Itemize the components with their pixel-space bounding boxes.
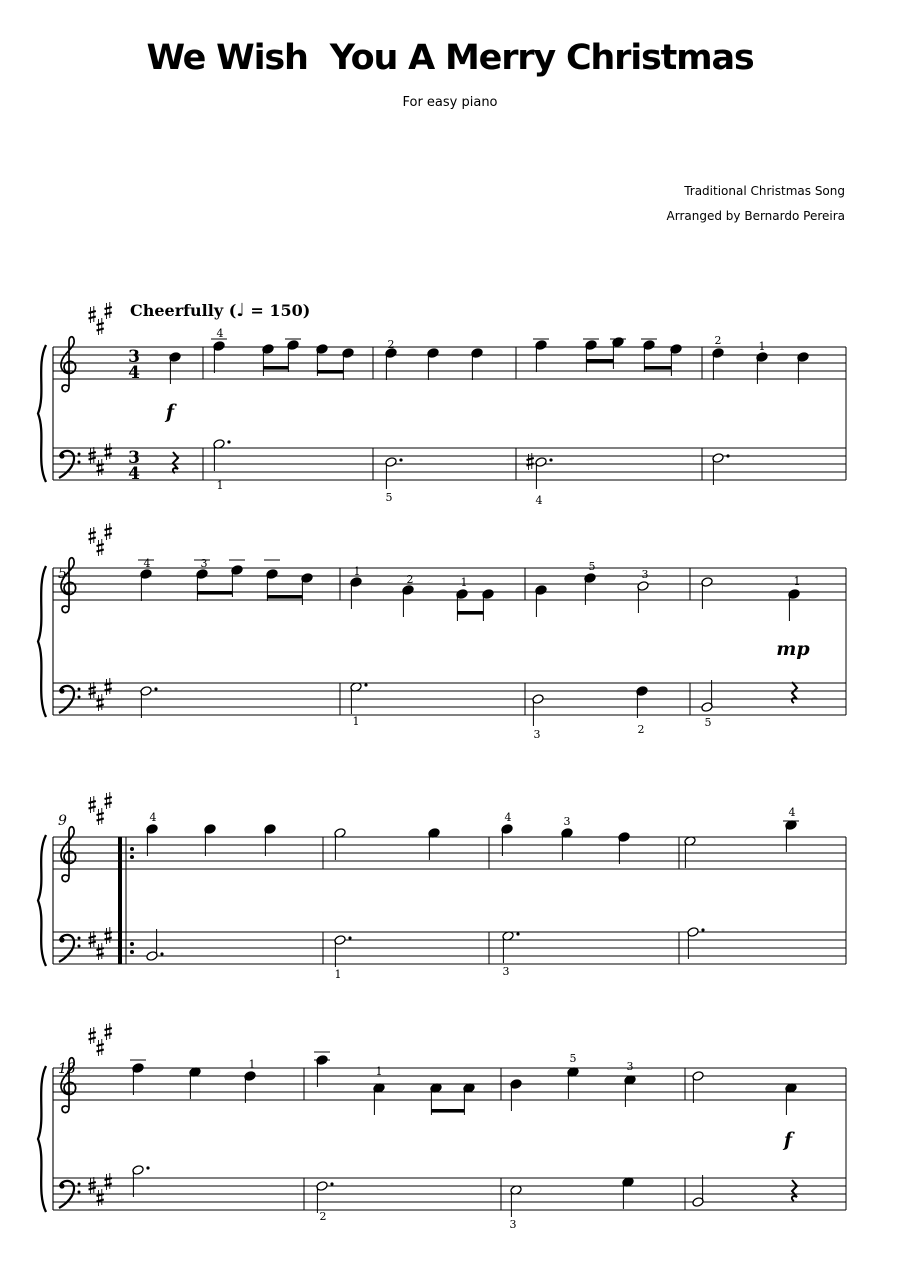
note [385,348,397,380]
system-3 [38,792,846,966]
beam [197,591,232,595]
note [535,457,553,489]
note [428,828,440,860]
note [618,832,630,864]
note [637,581,649,613]
arranger-credit: Arranged by Bernardo Pereira [666,209,845,223]
beam [431,1109,464,1113]
fingering: 4 [535,494,543,507]
tempo-value: = 150 [244,301,303,320]
fingering: 4 [216,327,224,340]
quarter-rest [792,682,797,703]
note [785,820,797,852]
note [132,1165,150,1197]
fingering: 4 [149,811,157,824]
fingering: 2 [319,1210,327,1223]
note [244,1071,256,1103]
note [684,836,696,868]
note [692,1175,704,1207]
beam [644,366,671,370]
note [501,824,513,856]
fingering: 3 [502,965,510,978]
fingering: 1 [793,575,801,588]
fingering: 1 [352,715,360,728]
fingering: 5 [569,1052,577,1065]
time-signature-top: 3 [128,448,140,468]
note [385,457,403,489]
fingering: 2 [637,723,645,736]
time-signature-top: 3 [128,347,140,367]
quarter-rest [792,1180,797,1201]
note [535,585,547,617]
fingering: 3 [200,557,208,570]
sharp-icon [97,808,104,825]
sharp-icon [105,1023,112,1040]
composer-credit: Traditional Christmas Song [684,184,845,198]
note [612,337,624,369]
fingering: 5 [588,560,596,573]
note [146,929,164,961]
brace [38,1066,46,1212]
fingering: 4 [504,811,512,824]
sharp-icon [105,678,112,695]
note [140,569,152,601]
sharp-icon [89,1177,96,1194]
note [204,824,216,856]
fingering: 1 [248,1058,256,1071]
fingering: 3 [626,1060,634,1073]
repeat-start-sign [120,837,134,964]
note [456,589,468,621]
sharp-icon [89,931,96,948]
sharp-icon [105,443,112,460]
page-subtitle: For easy piano [402,95,498,110]
fingering: 3 [533,728,541,741]
fingering: 4 [788,806,796,819]
beam [317,370,343,374]
quarter-note-icon: ♩ [236,300,245,321]
note [510,1079,522,1111]
sharp-icon [97,694,104,711]
note [373,1083,385,1115]
note [712,348,724,380]
measure-number: 5 [58,566,67,582]
fingering: 1 [460,576,468,589]
sharp-icon [89,447,96,464]
note [471,348,483,380]
fingering: 1 [375,1065,383,1078]
note [561,828,573,860]
system-4 [38,1023,846,1212]
sharp-icon [97,1189,104,1206]
fingering: 1 [758,340,766,353]
note [427,348,439,380]
time-signature-bottom: 4 [128,464,140,484]
note [287,340,299,372]
treble-clef-icon [61,337,76,392]
note [350,577,362,609]
beam [267,595,302,599]
tempo-marking: Cheerfully (♩ = 150) [130,300,311,321]
fingering: 3 [641,568,649,581]
note [334,828,346,860]
sharp-icon [105,1173,112,1190]
note [624,1075,636,1107]
fingering: 2 [406,573,414,586]
note [687,927,705,959]
note [636,686,648,718]
note [622,1177,634,1209]
note [146,824,158,856]
fingering: 1 [334,968,342,981]
fingering: 5 [385,491,393,504]
fingering: 2 [387,338,395,351]
system-2 [38,523,846,717]
fingering: 1 [353,565,361,578]
note [342,348,354,380]
note [132,1063,144,1095]
tempo-label: Cheerfully [130,301,224,320]
fingering: 5 [704,716,712,729]
dynamic-marking: f [165,401,175,423]
note [463,1083,475,1115]
note [785,1083,797,1115]
sharp-icon [89,1027,96,1044]
sharp-icon [89,527,96,544]
note [213,341,225,373]
note [402,585,414,617]
sharp-icon [105,792,112,809]
beam [457,611,483,615]
note [701,577,713,609]
sharp-icon [97,318,104,335]
note [196,569,208,601]
sharp-icon [105,302,112,319]
beam [586,359,613,363]
note [788,589,800,621]
brace [38,345,46,482]
note [701,680,713,712]
note [189,1067,201,1099]
sharp-icon [89,796,96,813]
time-signature-bottom: 4 [128,363,140,383]
beam [263,366,288,370]
measure-number: 13 [58,1061,76,1077]
sharp-icon [105,523,112,540]
note [510,1185,522,1217]
treble-clef-icon [61,827,76,882]
note [334,935,352,967]
note [692,1071,704,1103]
sharp-icon [105,927,112,944]
note [350,682,368,714]
note [140,686,158,718]
brace [38,835,46,966]
sharp-icon [97,539,104,556]
note [482,589,494,621]
page-title: We Wish You A Merry Christmas [146,38,754,78]
sharp-icon [97,459,104,476]
sharp-icon [97,1039,104,1056]
system-1 [38,302,846,484]
brace [38,566,46,717]
note [316,1055,328,1087]
note [213,439,231,471]
measure-number: 9 [58,813,67,829]
fingering: 3 [509,1218,517,1231]
note [532,694,544,726]
dynamic-marking: f [783,1129,793,1151]
note [535,340,547,372]
note [567,1067,579,1099]
sharp-icon [89,306,96,323]
fingering: 2 [714,334,722,347]
note [502,931,520,963]
quarter-rest [173,452,178,473]
fingering: 3 [563,815,571,828]
dynamic-marking: mp [776,638,810,660]
fingering: 4 [143,557,151,570]
sharp-icon [89,682,96,699]
note [585,340,597,372]
note [264,824,276,856]
note [316,1181,334,1213]
sharp-icon [97,943,104,960]
fingering: 1 [216,479,224,492]
